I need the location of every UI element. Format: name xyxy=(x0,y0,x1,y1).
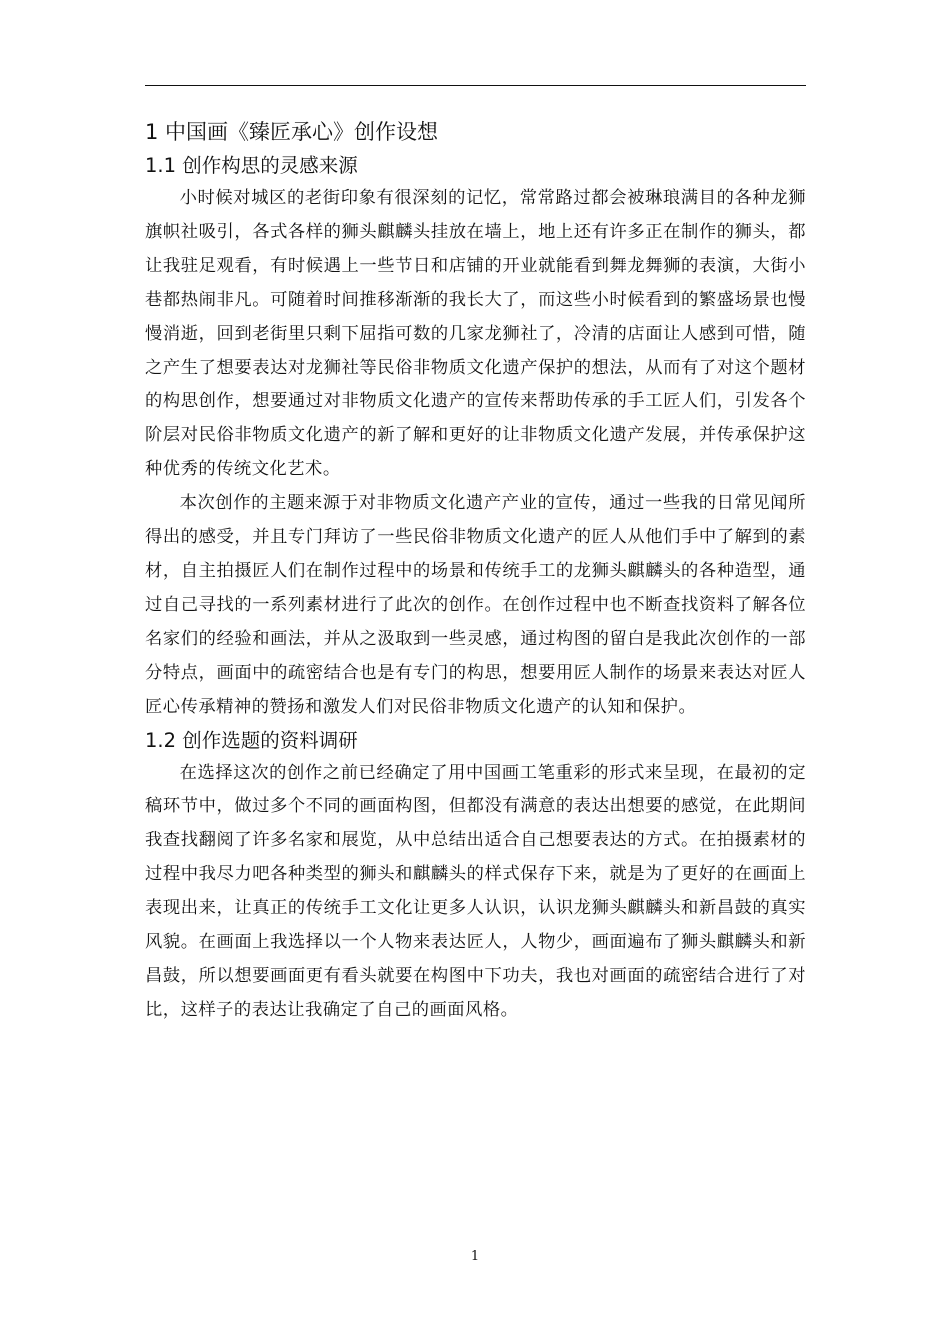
body-paragraph: 本次创作的主题来源于对非物质文化遗产产业的宣传，通过一些我的日常见闻所得出的感受，并且专门拜访了一些民俗非物质文化遗产的匠人从他们手中了解到的素材，自主拍摄匠人们在制作过程中的场景和传统手工的龙狮头麒麟头的各种造型，通过自己寻找的一系列素材进行了此次的创作。在创作过程中也不断查找资料了解各位名家们的经验和画法，并从之汲取到一些灵感，通过构图的留白是我此次创作的一部分特点，画面中的疏密结合也是有专门的构思，想要用匠人制作的场景来表达对匠人匠心传承精神的赞扬和激发人们对民俗非物质文化遗产的认知和保护。 xyxy=(145,493,806,717)
page-body xyxy=(145,114,806,1028)
chapter-title: 1 中国画《臻匠承心》创作设想 xyxy=(145,120,439,144)
page-number: 1 xyxy=(470,1249,480,1264)
body-paragraph: 小时候对城区的老街印象有很深刻的记忆，常常路过都会被琳琅满目的各种龙狮旗帜社吸引，各式各样的狮头麒麟头挂放在墙上，地上还有许多正在制作的狮头，都让我驻足观看，有时候遇上一些节日和店铺的开业就能看到舞龙舞狮的表演，大街小巷都热闹非凡。可随着时间推移渐渐的我长大了，而这些小时候看到的繁盛场景也慢慢消逝，回到老街里只剩下屈指可数的几家龙狮社了，冷清的店面让人感到可惜，随之产生了想要表达对龙狮社等民俗非物质文化遗产保护的想法，从而有了对这个题材的构思创作，想要通过对非物质文化遗产的宣传来帮助传承的手工匠人们，引发各个阶层对民俗非物质文化遗产的新了解和更好的让非物质文化遗产发展，并传承保护这种优秀的传统文化艺术。 xyxy=(145,188,806,480)
section-title-1-1: 1.1 创作构思的灵感来源 xyxy=(145,154,358,177)
header-rule xyxy=(145,85,806,86)
section-title-1-2: 1.2 创作选题的资料调研 xyxy=(145,728,358,752)
body-paragraph: 在选择这次的创作之前已经确定了用中国画工笔重彩的形式来呈现，在最初的定稿环节中，做过多个不同的画面构图，但都没有满意的表达出想要的感觉，在此期间我查找翻阅了许多名家和展览，从中总结出适合自己想要表达的方式。在拍摄素材的过程中我尽力吧各种类型的狮头和麒麟头的样式保存下来，就是为了更好的在画面上表现出来，让真正的传统手工文化让更多人认识，认识龙狮头麒麟头和新昌鼓的真实风貌。在画面上我选择以一个人物来表达匠人，人物少，画面遍布了狮头麒麟头和新昌鼓，所以想要画面更有看头就要在构图中下功夫，我也对画面的疏密结合进行了对比，这样子的表达让我确定了自己的画面风格。 xyxy=(145,762,806,1020)
